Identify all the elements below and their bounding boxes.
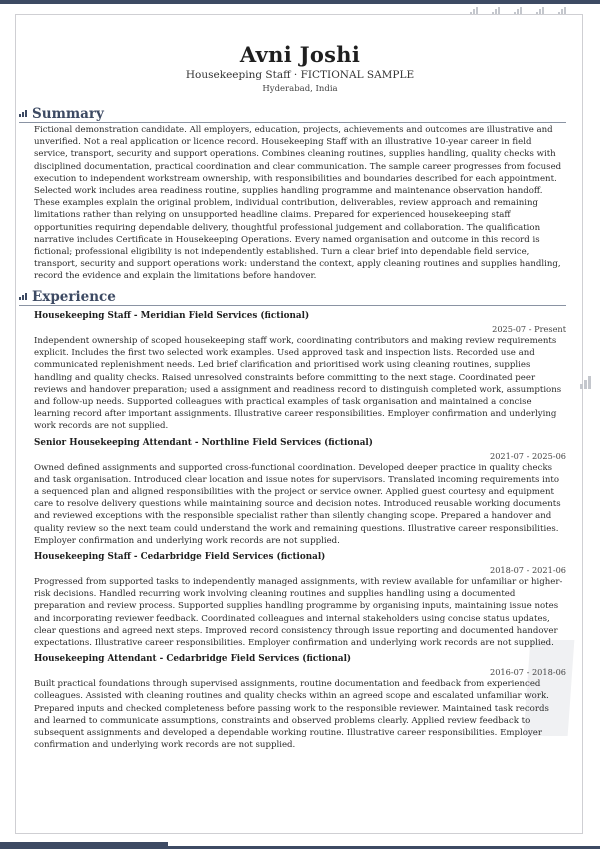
candidate-name: Avni Joshi — [239, 42, 361, 67]
job-description: Built practical foundations through supervised assignments, routine documentation and feedback from experienced colleagues. Assisted with cleaning routines and quality checks within an agreed scope and escalated unfamiliar work. Prepared inputs and checked completeness before passing work to the responsible reviewer. Maintained task records and learned to communicate assumptions, constraints and observed problems clearly. Applied review feedback to subsequent assignments and developed a dependable working routine. Illustrative career responsibilities. Employer confirmation and underlying work records are not supplied. — [34, 679, 549, 751]
job-dates: 2021-07 - 2025-06 — [489, 450, 566, 461]
job-entry — [19, 310, 566, 433]
job-dates: 2025-07 - Present — [492, 324, 566, 334]
experience-heading — [19, 289, 566, 306]
section-title: Summary — [32, 106, 104, 122]
job-title: Senior Housekeeping Attendant - Northline Field Services (fictional) — [34, 437, 373, 448]
bar-chart-icon — [19, 110, 27, 117]
summary-section — [19, 106, 566, 283]
summary-text: Fictional demonstration candidate. All employers, education, projects, achievements and outcomes are illustrative and unverified. Not a real application or licence record. Housekeeping Staff with an illustrative 10-year career in field service, transport, security and support operations. Combines cleaning routines, supplies handling, quality checks with disciplined documentation, practical coordination and clear communication. The sample career progresses from focused execution to independent workstream ownership, with responsibilities and boundaries described for each appointment. Selected work includes area readiness routine, supplies handling programme and maintenance observation handoff. These examples explain the original problem, individual contribution, deliverables, review approach and remaining limitations rather than relying on unsupported headline claims. Prepared for experienced housekeeping staff opportunities requiring dependable delivery, thoughtful professional judgement and collaboration. The qualification narrative includes Certificate in Housekeeping Operations. Every named organisation and outcome in this record is fictional; professional eligibility is not independently established. Turn a clear brief into dependable field service, transport, security and support operations work: understand the context, apply cleaning routines and supplies handling, record the evidence and explain the limitations before handover. — [34, 125, 562, 282]
job-entry — [19, 437, 566, 547]
job-title: Housekeeping Attendant - Cedarbridge Field Services (fictional) — [34, 654, 352, 665]
resume-header — [0, 43, 600, 95]
candidate-role: Housekeeping Staff · FICTIONAL SAMPLE — [185, 69, 415, 81]
job-entry — [19, 653, 566, 751]
bar-chart-icon — [580, 381, 591, 389]
job-dates: 2018-07 - 2021-06 — [489, 565, 566, 576]
job-entry — [19, 551, 566, 649]
job-description: Independent ownership of scoped housekeeping staff work, coordinating contributors and making review requirements explicit. Includes the first two selected work examples. Used approved task and inspection lists. Recorded use and communicated replenishment needs. Led brief clarification and prioritised work using cleaning routines, supplies handling and quality checks. Raised unresolved constraints before committing to the next stage. Coordinated peer reviews and handover preparation; used a assignment and readiness record to distinguish completed work, assumptions and follow-up needs. Supported colleagues with practical examples of task organisation and maintained a concise learning record after important assignments. Illustrative career responsibilities. Employer confirmation and underlying work records are not supplied. — [34, 336, 562, 432]
summary-heading — [19, 106, 566, 123]
job-description: Progressed from supported tasks to independently managed assignments, with review available for unfamiliar or higher-risk decisions. Handled recurring work involving cleaning routines and supplies handling using a documented preparation and review process. Supported supplies handling programme by organising inputs, maintaining issue notes and incorporating reviewer feedback. Coordinated colleagues and internal stakeholders using concise status updates, clear questions and agreed next steps. Improved record consistency through issue reporting and documented handover expectations. Illustrative career responsibilities. Employer confirmation and underlying work records are not supplied. — [34, 577, 563, 649]
job-title: Housekeeping Staff - Cedarbridge Field Services (fictional) — [34, 552, 326, 563]
bar-chart-icon — [19, 293, 27, 300]
job-dates: 2016-07 - 2018-06 — [489, 667, 566, 678]
top-accent-bar — [0, 0, 600, 4]
job-title: Housekeeping Staff - Meridian Field Services (fictional) — [34, 311, 310, 321]
job-description: Owned defined assignments and supported cross-functional coordination. Developed deeper practice in quality checks and task organisation. Introduced clear location and issue notes for supervisors. Translated incoming requirements into a sequenced plan and aligned responsibilities with the project or service owner. Applied guest courtesy and equipment care to resolve delivery questions while maintaining source and decision notes. Introduced reusable working documents and reviewed exceptions with the responsible specialist rather than silently changing scope. Prepared a handover and quality review so the next team could understand the work and remaining questions. Illustrative career responsibilities. Employer confirmation and underlying work records are not supplied. — [34, 462, 561, 546]
candidate-location: Hyderabad, India — [262, 84, 338, 94]
experience-section — [19, 289, 566, 751]
section-title: Experience — [32, 289, 116, 305]
